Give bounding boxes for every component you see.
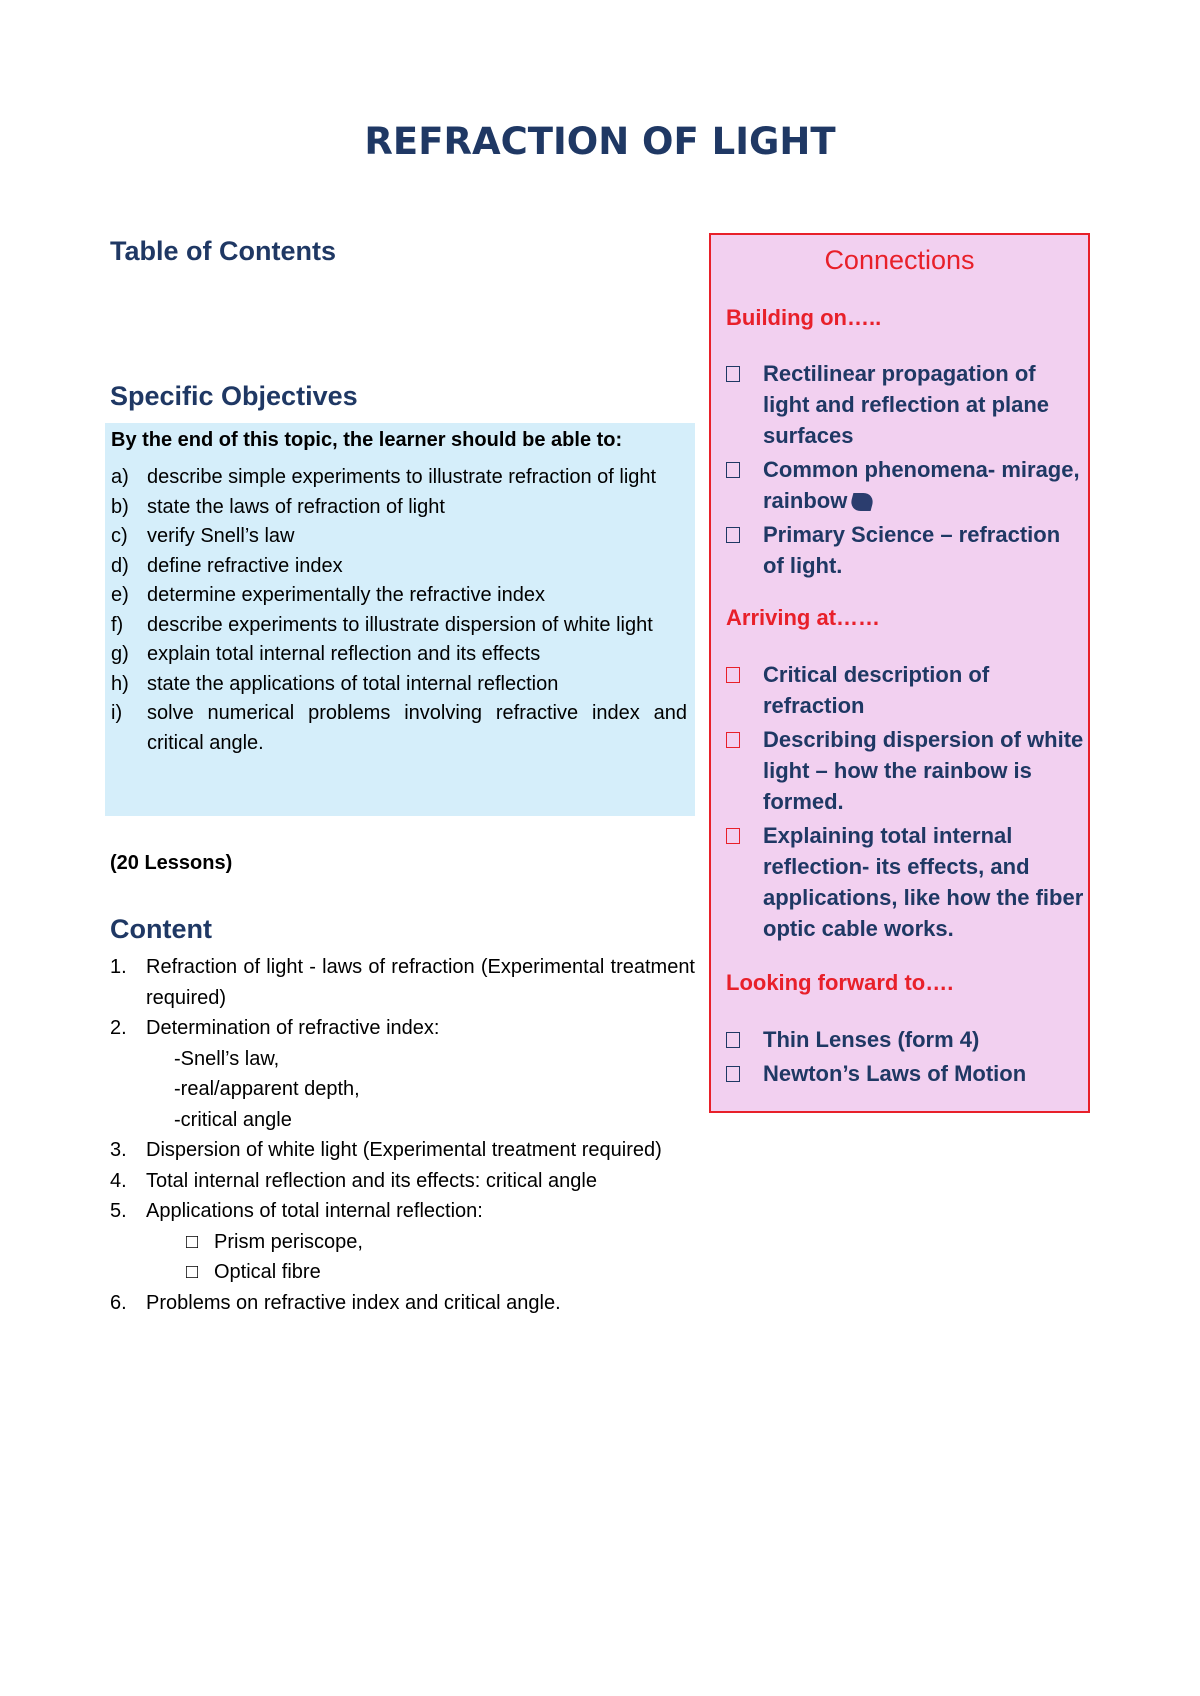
building-on-heading: Building on….. xyxy=(726,305,882,330)
content-subitem: □ Optical fibre xyxy=(146,1257,695,1288)
content-list xyxy=(110,952,695,1318)
content-marker: 3. xyxy=(110,1139,127,1161)
building-on-list xyxy=(726,358,1086,584)
objective-marker: d) xyxy=(111,554,129,577)
connection-item: Explaining total internal reflection- its effects, and applications, like how the fiber optic cable works. xyxy=(726,820,1086,944)
connection-item: Rectilinear propagation of light and reflection at plane surfaces xyxy=(726,358,1086,451)
objective-text: describe simple experiments to illustrate refraction of light xyxy=(147,466,657,488)
checkbox-bullet-icon xyxy=(726,527,740,543)
connection-item: Primary Science – refraction of light. xyxy=(726,519,1086,581)
looking-forward-list xyxy=(726,1024,1086,1092)
content-item xyxy=(110,1135,866,1166)
connection-item: Describing dispersion of white light – how the rainbow is formed. xyxy=(726,724,1086,817)
objective-item xyxy=(105,611,693,641)
content-subitem: -critical angle xyxy=(174,1108,292,1131)
content-marker: 1. xyxy=(110,956,127,978)
checkbox-bullet-icon xyxy=(726,1066,740,1082)
objective-text: state the laws of refraction of light xyxy=(147,495,445,518)
connection-item: Newton’s Laws of Motion xyxy=(726,1058,1086,1089)
objective-item xyxy=(105,522,693,552)
content-text: Refraction of light - laws of refraction (Experimental treatment required) xyxy=(146,956,695,1009)
content-item xyxy=(110,1288,866,1319)
objective-marker: e) xyxy=(111,584,129,606)
checkbox-bullet-icon xyxy=(726,366,740,382)
objective-text: state the applications of total internal reflection xyxy=(147,672,559,695)
lessons-count: (20 Lessons) xyxy=(110,852,233,874)
content-item xyxy=(110,952,695,1013)
content-text: Determination of refractive index: xyxy=(146,1017,440,1039)
objective-item xyxy=(105,463,693,493)
objective-text: explain total internal reflection and its effects xyxy=(147,643,541,665)
objective-item xyxy=(105,699,693,758)
objective-text: describe experiments to illustrate dispersion of white light xyxy=(147,613,653,636)
looking-forward-heading: Looking forward to…. xyxy=(726,970,954,995)
content-marker: 2. xyxy=(110,1017,127,1039)
page-title: REFRACTION OF LIGHT xyxy=(364,120,836,163)
content-text: Applications of total internal reflection: xyxy=(146,1200,483,1222)
content-marker: 6. xyxy=(110,1291,127,1314)
objective-marker: i) xyxy=(111,702,123,724)
arriving-at-heading: Arriving at…… xyxy=(726,605,881,630)
objective-marker: a) xyxy=(111,466,129,488)
objective-item xyxy=(105,640,693,670)
objective-text: determine experimentally the refractive index xyxy=(147,584,545,606)
content-subitem: □ Prism periscope, xyxy=(146,1227,695,1258)
objective-marker: h) xyxy=(111,672,129,695)
content-item xyxy=(110,1196,695,1288)
objective-marker: f) xyxy=(111,613,124,636)
checkbox-bullet-icon xyxy=(726,667,740,683)
checkbox-bullet-icon: □ xyxy=(186,1230,199,1253)
objectives-box xyxy=(105,423,695,816)
content-text: Problems on refractive index and critical angle. xyxy=(146,1291,561,1314)
content-item xyxy=(110,1013,695,1135)
objective-marker: c) xyxy=(111,525,128,547)
checkbox-bullet-icon xyxy=(726,462,740,478)
connection-item: Common phenomena- mirage, rainbow xyxy=(726,454,1086,516)
content-heading: Content xyxy=(110,914,212,944)
content-marker: 4. xyxy=(110,1169,127,1192)
objective-item xyxy=(105,493,693,523)
connection-item: Critical description of refraction xyxy=(726,659,1086,721)
leaf-icon xyxy=(849,493,876,511)
objective-item xyxy=(105,670,693,700)
arriving-at-list xyxy=(726,659,1086,947)
content-subitem: -Snell’s law, xyxy=(174,1047,280,1070)
connections-title: Connections xyxy=(824,245,975,275)
checkbox-bullet-icon xyxy=(726,1032,740,1048)
objective-text: define refractive index xyxy=(147,554,343,577)
objective-item xyxy=(105,581,693,611)
objective-text: verify Snell’s law xyxy=(147,525,295,547)
checkbox-bullet-icon xyxy=(726,828,740,844)
objective-marker: g) xyxy=(111,643,129,665)
objectives-intro: By the end of this topic, the learner should be able to: xyxy=(111,429,623,451)
content-text: Dispersion of white light (Experimental treatment required) xyxy=(146,1139,662,1161)
content-marker: 5. xyxy=(110,1200,127,1222)
content-text: Total internal reflection and its effects: critical angle xyxy=(146,1169,597,1192)
objective-text: solve numerical problems involving refractive index and critical angle. xyxy=(147,702,687,754)
objectives-list xyxy=(105,463,693,758)
objective-marker: b) xyxy=(111,495,129,518)
connection-item: Thin Lenses (form 4) xyxy=(726,1024,1086,1055)
checkbox-bullet-icon xyxy=(726,732,740,748)
toc-heading: Table of Contents xyxy=(110,236,336,266)
content-subitem: -real/apparent depth, xyxy=(174,1078,360,1100)
objective-item xyxy=(105,552,693,582)
connections-box xyxy=(709,233,1090,1113)
content-item xyxy=(110,1166,866,1197)
checkbox-bullet-icon: □ xyxy=(186,1261,199,1283)
objectives-heading: Specific Objectives xyxy=(110,381,358,411)
